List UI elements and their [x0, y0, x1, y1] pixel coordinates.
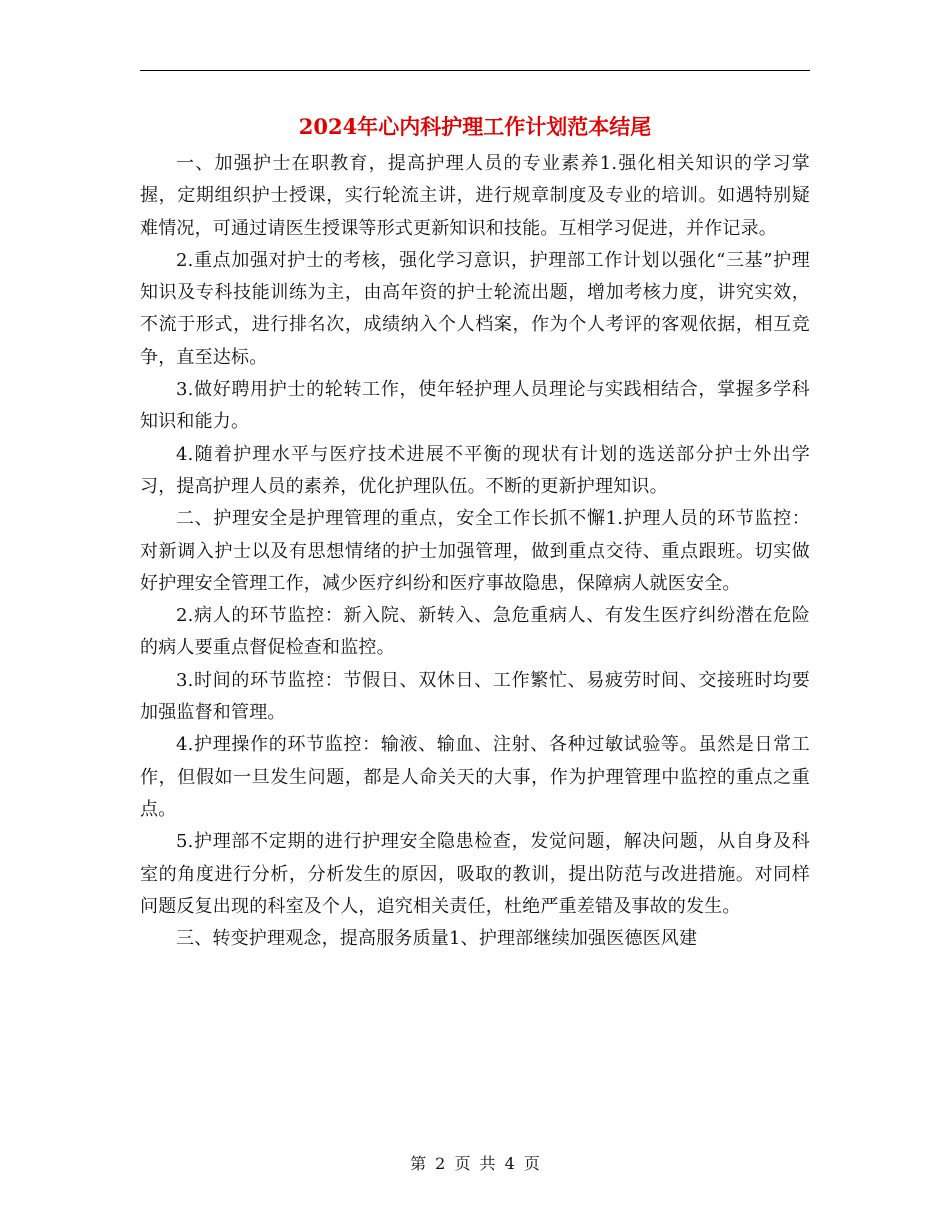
- paragraph: 3.时间的环节监控：节假日、双休日、工作繁忙、易疲劳时间、交接班时均要加强监督和管理。: [140, 669, 810, 724]
- paragraph: 4.随着护理水平与医疗技术进展不平衡的现状有计划的选送部分护士外出学习，提高护理人员的素养，优化护理队伍。不断的更新护理知识。: [140, 443, 810, 497]
- paragraph: 3.做好聘用护士的轮转工作，使年轻护理人员理论与实践相结合，掌握多学科知识和能力。: [140, 379, 810, 433]
- header-rule: [140, 70, 810, 71]
- paragraph: 4.护理操作的环节监控：输液、输血、注射、各种过敏试验等。虽然是日常工作，但假如一旦发生问题，都是人命关天的大事，作为护理管理中监控的重点之重点。: [140, 734, 810, 820]
- paragraph: 2.重点加强对护士的考核，强化学习意识，护理部工作计划以强化“三基”护理知识及专科技能训练为主，由高年资的护士轮流出题，增加考核力度，讲究实效，不流于形式，进行排名次，成绩纳入个人档案，作为个人考评的客观依据，相互竞争，直至达标。: [140, 249, 810, 368]
- paragraph: 三、转变护理观念，提高服务质量1、护理部继续加强医德医风建: [176, 928, 698, 950]
- document-body: [140, 148, 810, 955]
- page-number-footer: 第 2 页 共 4 页: [410, 1154, 540, 1173]
- paragraph: 5.护理部不定期的进行护理安全隐患检查，发觉问题，解决问题，从自身及科室的角度进行分析，分析发生的原因，吸取的教训，提出防范与改进措施。对同样问题反复出现的科室及个人，追究相关责任，杜绝严重差错及事故的发生。: [140, 831, 810, 917]
- paragraph: 一、加强护士在职教育，提高护理人员的专业素养1.强化相关知识的学习掌握，定期组织护士授课，实行轮流主讲，进行规章制度及专业的培训。如遇特别疑难情况，可通过请医生授课等形式更新知识和技能。互相学习促进，并作记录。: [140, 153, 810, 239]
- document-title: 2024年心内科护理工作计划范本结尾: [298, 114, 652, 139]
- paragraph: 二、护理安全是护理管理的重点，安全工作长抓不懈1.护理人员的环节监控：对新调入护士以及有思想情绪的护士加强管理，做到重点交待、重点跟班。切实做好护理安全管理工作，减少医疗纠纷和医疗事故隐患，保障病人就医安全。: [140, 508, 810, 594]
- paragraph: 2.病人的环节监控：新入院、新转入、急危重病人、有发生医疗纠纷潜在危险的病人要重点督促检查和监控。: [140, 605, 810, 659]
